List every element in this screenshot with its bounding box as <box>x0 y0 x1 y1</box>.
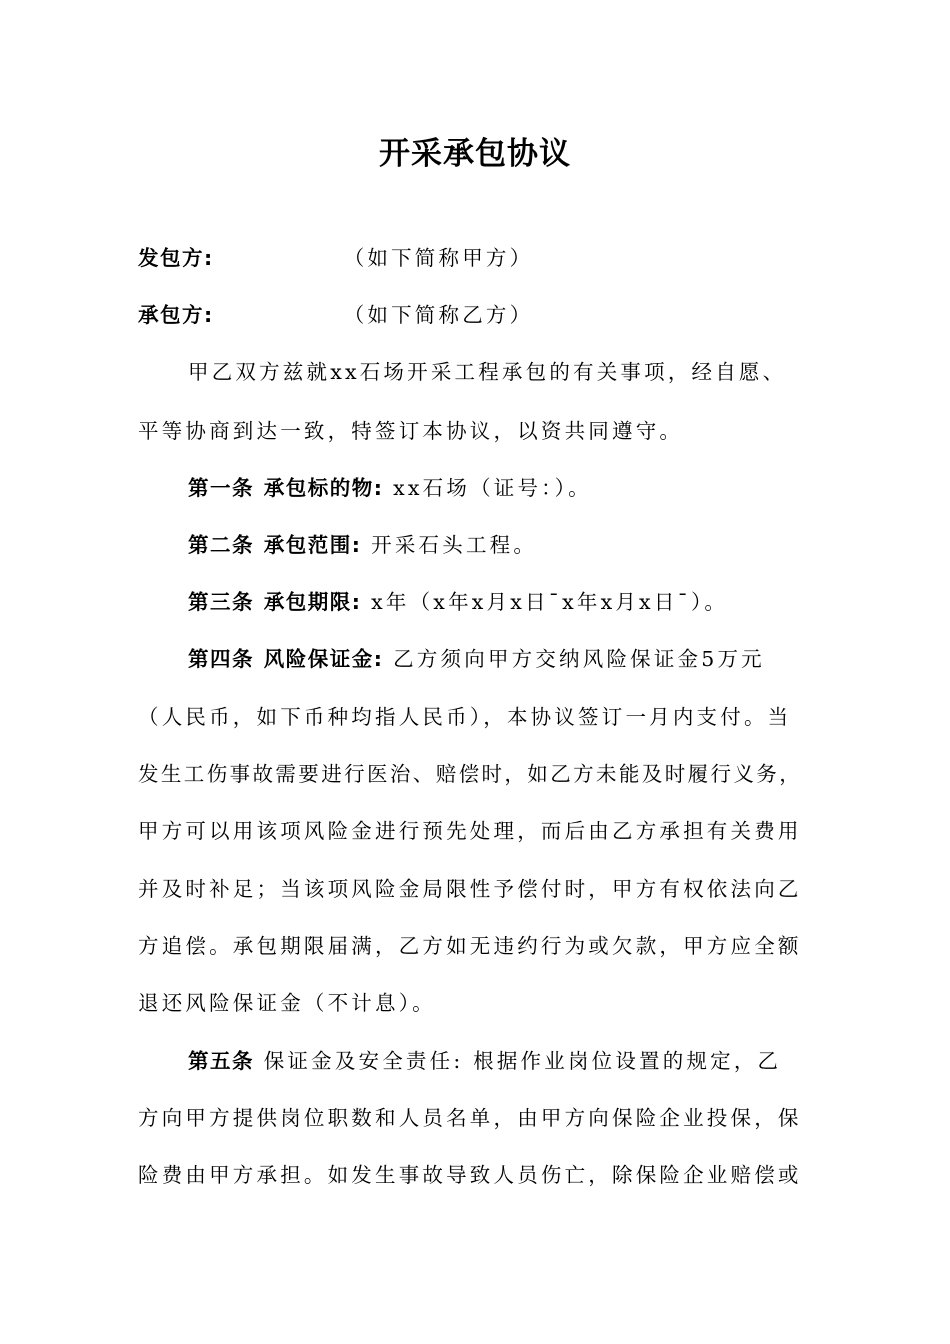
article-text: xx石场（证号：）。 <box>393 476 592 500</box>
article-heading: 保证金及安全责任: <box>263 1049 464 1073</box>
article-5 <box>188 1046 781 1076</box>
article-4-line: 并及时补足；当该项风险金局限性予偿付时，甲方有权依法向乙 <box>138 877 802 901</box>
article-4-line: 发生工伤事故需要进行医治、赔偿时，如乙方未能及时履行义务， <box>138 762 803 786</box>
article-number: 第三条 <box>188 590 254 614</box>
article-4-line: 退还风险保证金（不计息）。 <box>138 991 436 1015</box>
article-heading: 承包标的物: <box>263 476 384 500</box>
article-number: 第二条 <box>188 533 254 557</box>
contractor-label: 承包方: <box>138 303 214 327</box>
article-text: 开采石头工程。 <box>371 533 538 557</box>
preamble-line: 甲乙双方兹就xx石场开采工程承包的有关事项，经自愿、 <box>188 360 787 384</box>
article-5-line: 方向甲方提供岗位职数和人员名单，由甲方向保险企业投保，保 <box>138 1106 802 1130</box>
article-number: 第四条 <box>188 647 254 671</box>
article-heading: 承包期限: <box>263 590 362 614</box>
preamble-line: 平等协商到达一致，特签订本协议，以资共同遵守。 <box>138 419 684 443</box>
article-3 <box>188 587 728 617</box>
document-title: 开采承包协议 <box>379 136 571 172</box>
article-text: 乙方须向甲方交纳风险保证金5万元 <box>393 647 765 671</box>
contractor-party-line <box>138 300 533 330</box>
article-4-line: 方追偿。承包期限届满，乙方如无违约行为或欠款，甲方应全额 <box>138 934 802 958</box>
article-heading: 风险保证金: <box>263 647 384 671</box>
article-4-line: （人民币，如下币种均指人民币），本协议签订一月内支付。当 <box>138 705 792 729</box>
employer-label: 发包方: <box>138 246 214 270</box>
article-2 <box>188 530 537 560</box>
employer-party-line <box>138 243 533 273</box>
article-number: 第五条 <box>188 1049 254 1073</box>
article-4 <box>188 644 765 674</box>
employer-note: （如下简称甲方） <box>343 246 534 270</box>
article-1 <box>188 473 592 503</box>
contractor-note: （如下简称乙方） <box>343 303 534 327</box>
article-text: x年（x年x月x日¯x年x月x日¯）。 <box>371 590 729 614</box>
article-text: 根据作业岗位设置的规定，乙 <box>473 1049 782 1073</box>
article-heading: 承包范围: <box>263 533 362 557</box>
article-4-line: 甲方可以用该项风险金进行预先处理，而后由乙方承担有关费用 <box>138 819 802 843</box>
article-number: 第一条 <box>188 476 254 500</box>
article-5-line: 险费由甲方承担。如发生事故导致人员伤亡，除保险企业赔偿或 <box>138 1163 802 1187</box>
